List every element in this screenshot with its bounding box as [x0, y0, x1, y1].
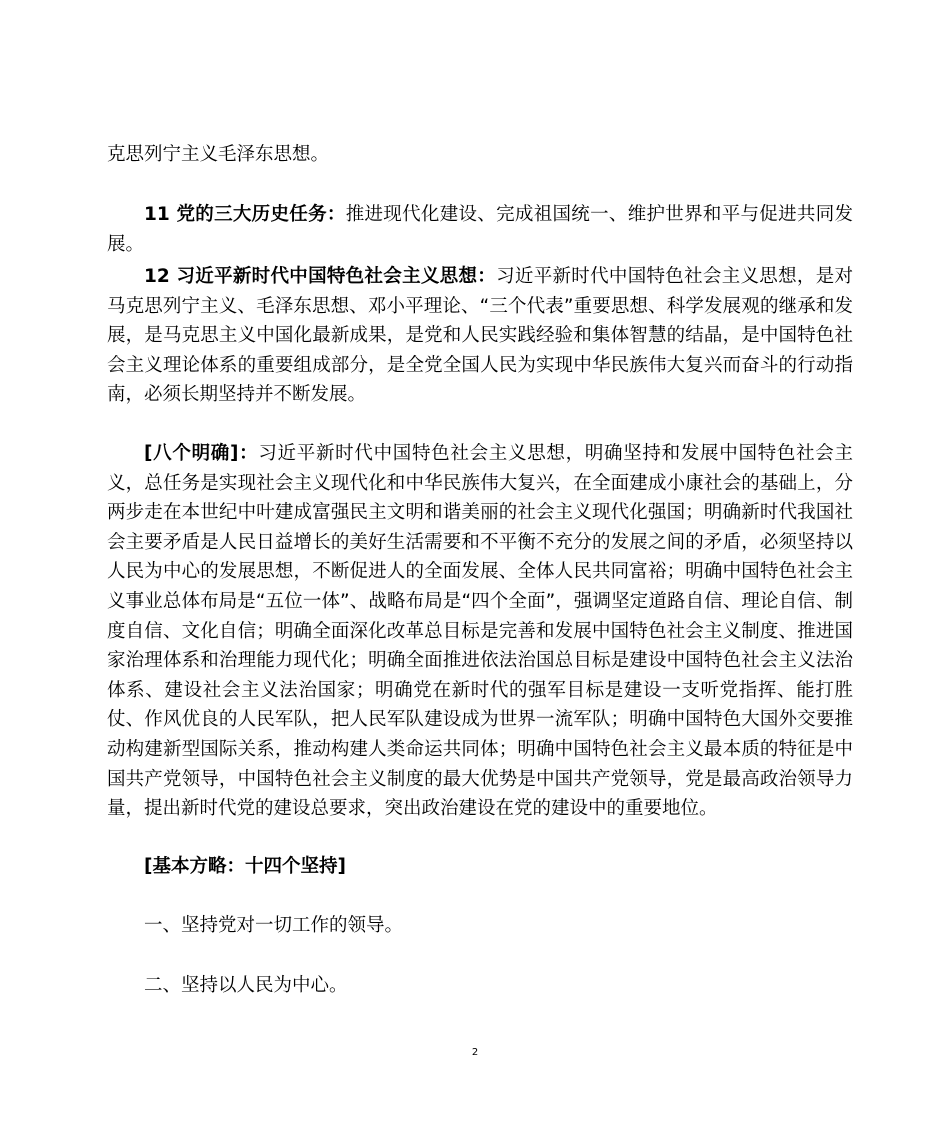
item-12-paragraph	[107, 262, 853, 410]
eight-clarifications-text: 习近平新时代中国特色社会主义思想，明确坚持和发展中国特色社会主义，总任务是实现社会主义现代化和中华民族伟大复兴，在全面建成小康社会的基础上，分两步走在本世纪中叶建成富强民主文明和谐美丽的社会主义现代化强国；明确新时代我国社会主要矛盾是人民日益增长的美好生活需要和不平衡不充分的发展之间的矛盾，必须坚持以人民为中心的发展思想，不断促进人的全面发展、全体人民共同富裕；明确中国特色社会主义事业总体布局是“五位一体”、战略布局是“四个全面”，强调坚定道路自信、理论自信、制度自信、文化自信；明确全面深化改革总目标是完善和发展中国特色社会主义制度、推进国家治理体系和治理能力现代化；明确全面推进依法治国总目标是建设中国特色社会主义法治体系、建设社会主义法治国家；明确党在新时代的强军目标是建设一支听党指挥、能打胜仗、作风优良的人民军队，把人民军队建设成为世界一流军队；明确中国特色大国外交要推动构建新型国际关系，推动构建人类命运共同体；明确中国特色社会主义最本质的特征是中国共产党领导，中国特色社会主义制度的最大优势是中国共产党领导，党是最高政治领导力量，提出新时代党的建设总要求，突出政治建设在党的建设中的重要地位。	[107, 443, 853, 820]
item-12-heading: 12 习近平新时代中国特色社会主义思想：	[144, 266, 497, 287]
continuation-text: 克思列宁主义毛泽东思想。	[107, 144, 330, 165]
item-11-heading: 11 党的三大历史任务：	[144, 204, 346, 225]
eight-clarifications-heading: [八个明确]：	[144, 443, 259, 464]
basic-strategy-heading	[107, 852, 853, 882]
item-11-paragraph	[107, 200, 853, 259]
item-12-text: 习近平新时代中国特色社会主义思想，是对马克思列宁主义、毛泽东思想、邓小平理论、“三个代表”重要思想、科学发展观的继承和发展，是马克思主义中国化最新成果，是党和人民实践经验和集体智慧的结晶，是中国特色社会主义理论体系的重要组成部分，是全党全国人民为实现中华民族伟大复兴而奋斗的行动指南，必须长期坚持并不断发展。	[107, 266, 853, 406]
list-item-1-text: 一、坚持党对一切工作的领导。	[144, 915, 404, 936]
list-item-2-text: 二、坚持以人民为中心。	[144, 975, 348, 996]
basic-strategy-heading-text: [基本方略：十四个坚持]	[144, 856, 346, 877]
page-number: 2	[471, 1047, 479, 1058]
eight-clarifications-paragraph	[107, 439, 853, 824]
item-11-text: 推进现代化建设、完成祖国统一、维护世界和平与促进共同发展。	[107, 204, 853, 255]
list-item	[107, 971, 853, 1001]
list-item	[107, 911, 853, 941]
continuation-paragraph	[107, 140, 853, 170]
